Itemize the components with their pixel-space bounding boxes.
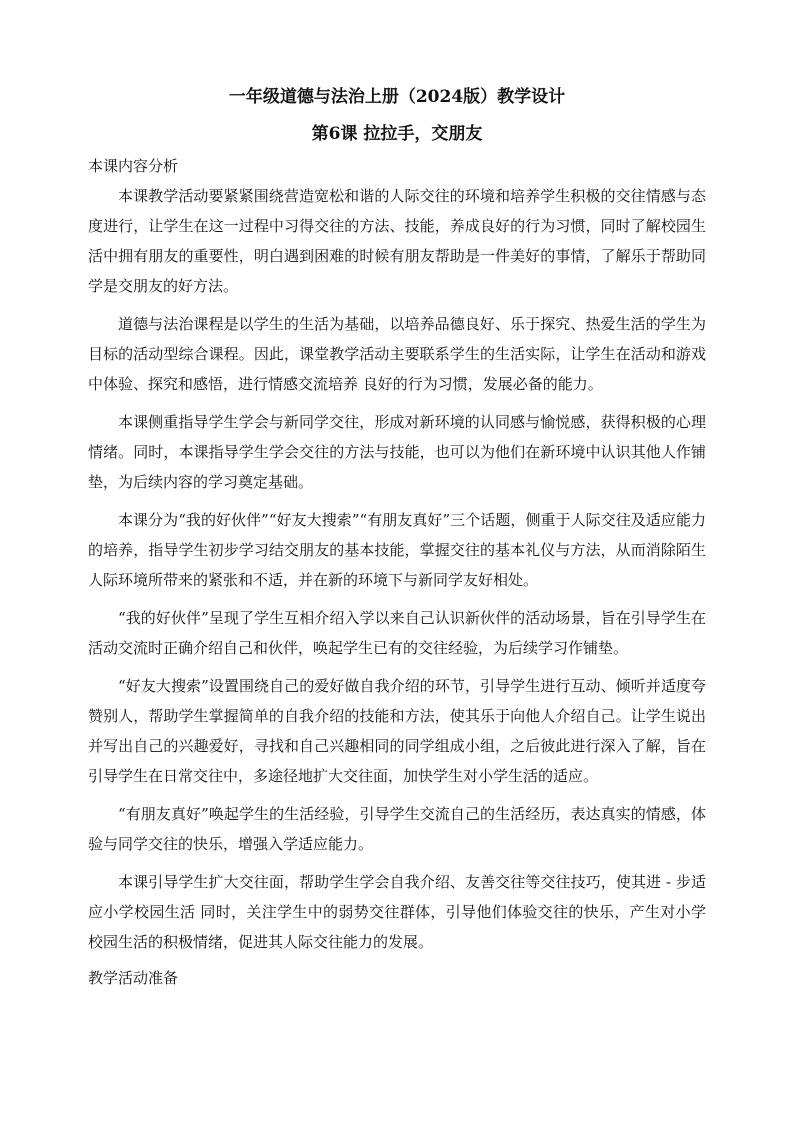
section-heading-activity-prep: 教学活动准备 [88, 969, 179, 987]
paragraph: “有朋友真好”唤起学生的生活经验，引导学生交流自己的生活经历，表达真实的情感，体验与同学交往的快乐，增强入学适应能力。 [88, 805, 706, 853]
paragraph: 本课侧重指导学生学会与新同学交往，形成对新环境的认同感与愉悦感，获得积极的心理情绪。同时，本课指导学生学会交往的方法与技能，也可以为他们在新环境中认识其他人作铺垫，为后续内容的学习奠定基础。 [88, 413, 706, 491]
paragraph: “我的好伙伴”呈现了学生互相介绍入学以来自己认识新伙伴的活动场景，旨在引导学生在活动交流时正确介绍自己和伙伴，唤起学生已有的交往经验，为后续学习作铺垫。 [88, 609, 706, 657]
paragraph: “好友大搜索”设置围绕自己的爱好做自我介绍的环节，引导学生进行互动、倾听并适度夸赞别人，帮助学生掌握简单的自我介绍的技能和方法，使其乐于向他人介绍自己。让学生说出并写出自己的兴趣爱好，寻找和自己兴趣相同的同学组成小组，之后彼此进行深入了解，旨在引导学生在日常交往中，多途径地扩大交往面，加快学生对小学生活的适应。 [88, 677, 706, 785]
section-heading-content-analysis: 本课内容分析 [88, 157, 179, 175]
paragraph: 本课分为“我的好伙伴”“好友大搜索”“有朋友真好”三个话题，侧重于人际交往及适应能力的培养，指导学生初步学习结交朋友的基本技能，掌握交往的基本礼仪与方法，从而消除陌生人际环境所带来的紧张和不适，并在新的环境下与新同学友好相处。 [88, 511, 706, 589]
paragraph: 本课引导学生扩大交往面，帮助学生学会自我介绍、友善交往等交往技巧，使其进 - 步适应小学校园生活 同时，关注学生中的弱势交往群体，引导他们体验交往的快乐，产生对小学校园生活的积极情绪，促进其人际交往能力的发展。 [88, 873, 706, 951]
lesson-title: 第6课 拉拉手，交朋友 [311, 124, 483, 144]
paragraph: 本课教学活动要紧紧围绕营造宽松和谐的人际交往的环境和培养学生积极的交往情感与态度进行，让学生在这一过程中习得交往的方法、技能，养成良好的行为习惯，同时了解校园生活中拥有朋友的重要性，明白遇到困难的时候有朋友帮助是一件美好的事情，了解乐于帮助同学是交朋友的好方法。 [88, 187, 706, 295]
document-title: 一年级道德与法治上册（2024版）教学设计 [228, 87, 566, 107]
paragraph: 道德与法治课程是以学生的生活为基础，以培养品德良好、乐于探究、热爱生活的学生为目标的活动型综合课程。因此，课堂教学活动主要联系学生的生活实际，让学生在活动和游戏中体验、探究和感悟，进行情感交流培养 良好的行为习惯，发展必备的能力。 [88, 315, 706, 393]
